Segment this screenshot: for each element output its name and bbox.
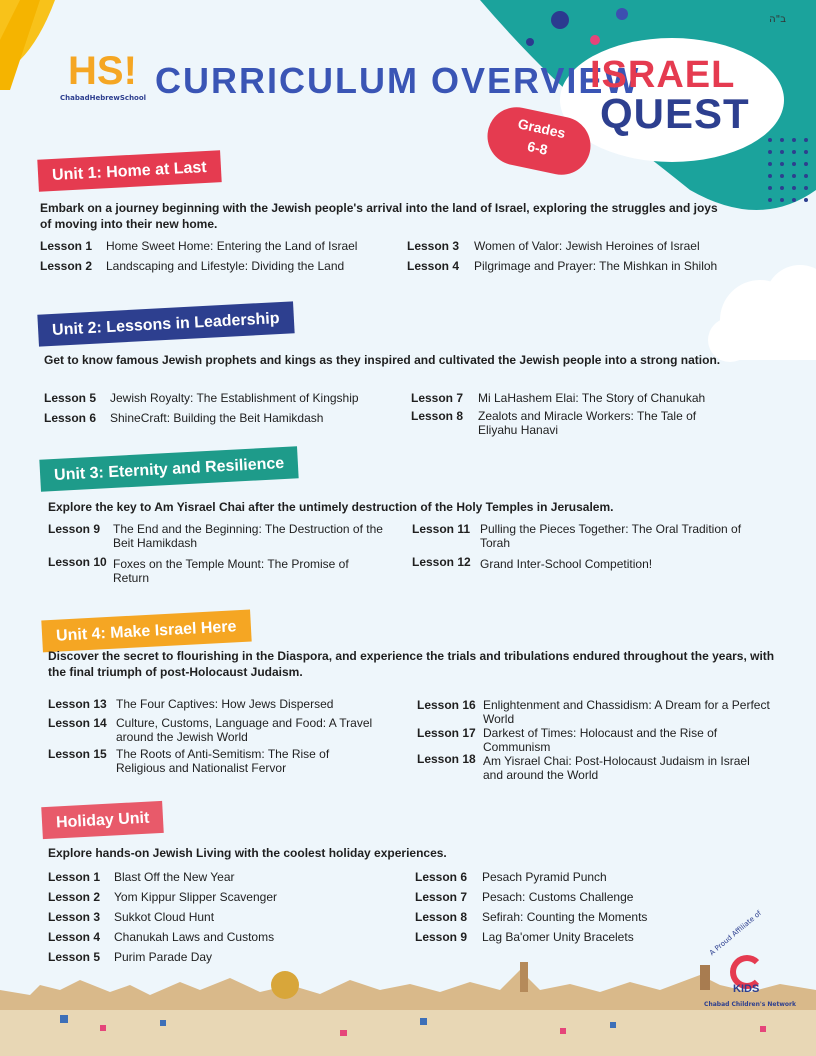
unit-4-intro: Discover the secret to flourishing in the Diaspora, and experience the trials and tribulations endured throughout the years, with the final triumph of post-Holocaust Judaism.	[48, 649, 775, 679]
unit-2-intro: Get to know famous Jewish prophets and kings as they inspired and cultivated the Jewish people into a strong nation.	[44, 353, 721, 367]
unit-3-intro: Explore the key to Am Yisrael Chai after the untimely destruction of the Holy Temples in Jerusalem.	[48, 500, 614, 514]
unit-3-banner: Unit 3: Eternity and Resilience	[39, 446, 299, 491]
logo-israel: ISRAEL	[590, 54, 736, 96]
bh-mark: ב"ה	[769, 14, 786, 25]
grades-label: Grades	[516, 115, 567, 142]
kids-logo-text: KIDS	[733, 983, 760, 995]
page-title: CURRICULUM OVERVIEW	[155, 60, 641, 101]
logo-subtitle: ChabadHebrewSchool	[60, 94, 147, 102]
affiliate-network: Chabad Children's Network	[704, 1001, 796, 1008]
unit-2-banner: Unit 2: Lessons in Leadership	[37, 301, 294, 346]
school-logo	[60, 48, 145, 113]
grades-range: 6-8	[525, 137, 550, 158]
affiliate-badge	[700, 909, 800, 1015]
logo-hs: HS!	[68, 49, 137, 93]
holiday-unit-banner: Holiday Unit	[41, 801, 164, 839]
holiday-unit-intro: Explore hands-on Jewish Living with the coolest holiday experiences.	[48, 846, 447, 860]
israel-quest-logo	[590, 54, 760, 137]
unit-1-banner: Unit 1: Home at Last	[37, 150, 221, 192]
unit-4-banner: Unit 4: Make Israel Here	[41, 610, 251, 653]
affiliate-arc-text: A Proud Affiliate of	[708, 909, 763, 958]
logo-quest: QUEST	[600, 90, 750, 137]
unit-1-intro: Embark on a journey beginning with the Jewish people's arrival into the land of Israel, exploring the struggles and joys of moving into their new home.	[40, 201, 718, 231]
